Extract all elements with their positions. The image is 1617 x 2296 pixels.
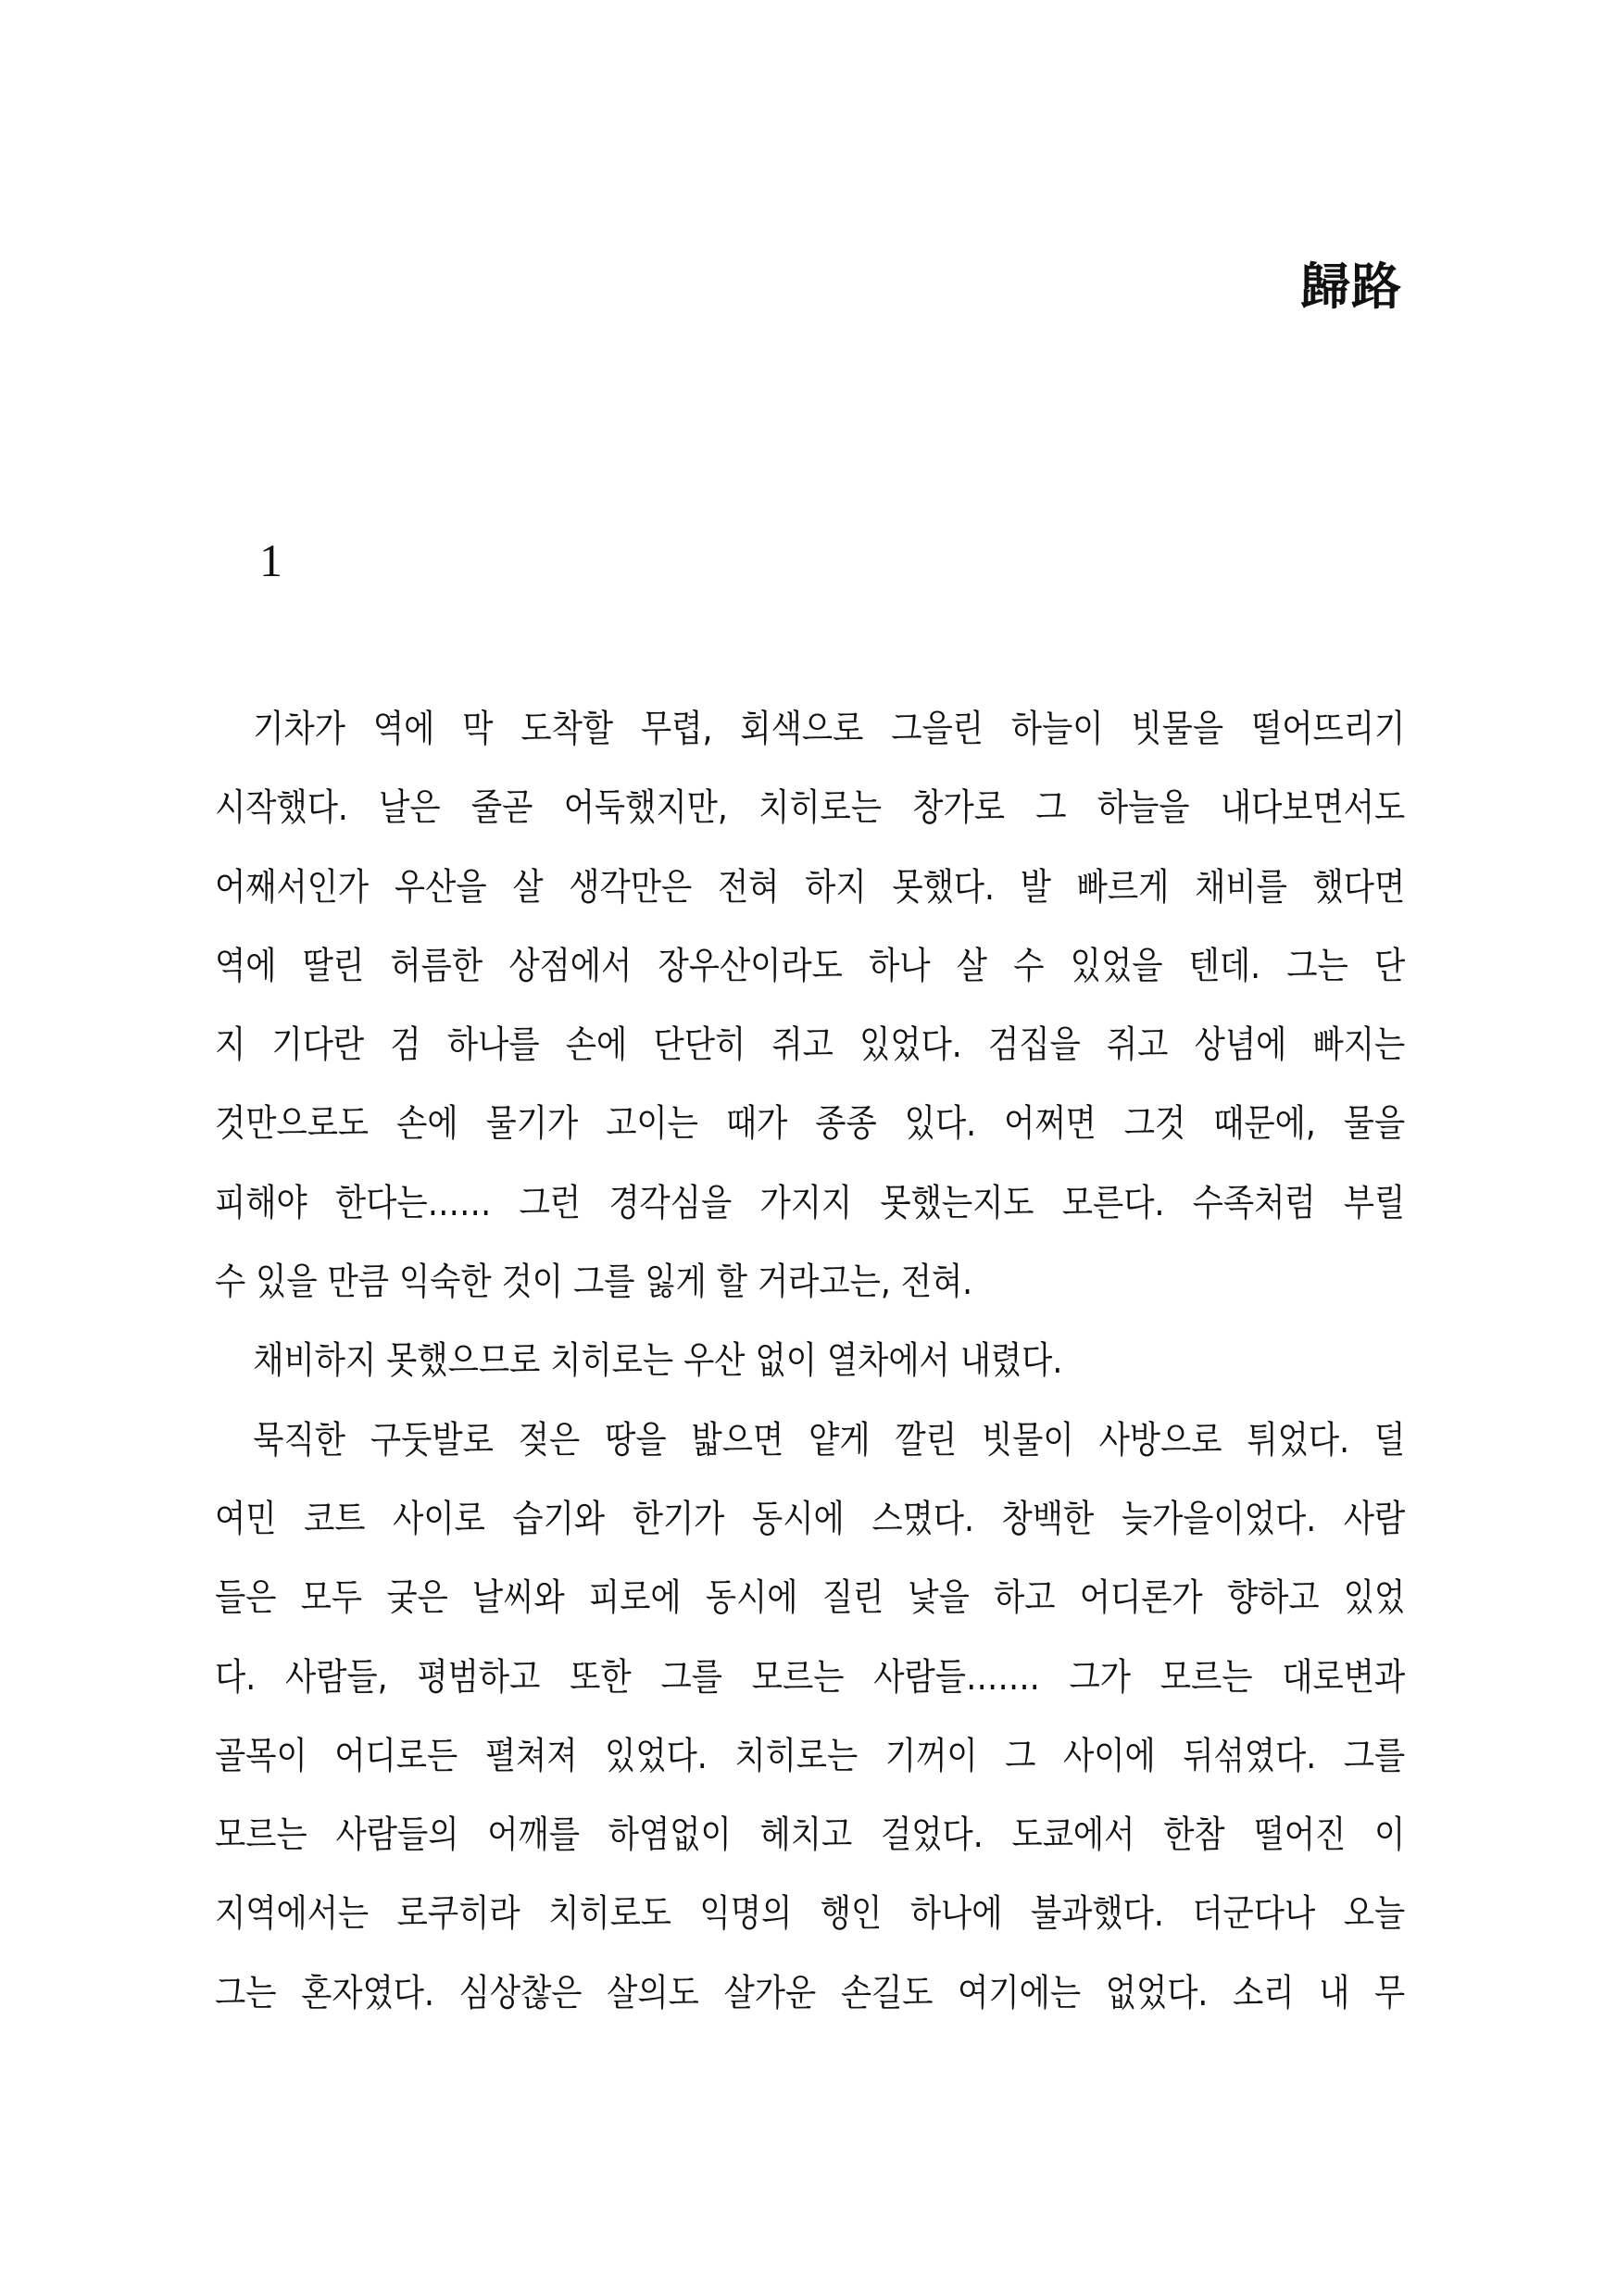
text-line: 역에 딸린 허름한 상점에서 장우산이라도 하나 살 수 있었을 텐데. 그는 단	[215, 944, 1406, 987]
chapter-title: 歸路	[1300, 257, 1402, 316]
text-line: 어째서인가 우산을 살 생각만은 전혀 하지 못했다. 발 빠르게 채비를 했다면	[215, 865, 1406, 909]
text-line: 기차가 역에 막 도착할 무렵, 회색으로 그을린 하늘이 빗물을 떨어뜨리기	[253, 708, 1406, 750]
text-line: 들은 모두 궂은 날씨와 피로에 동시에 질린 낯을 하고 어디론가 향하고 있었	[215, 1576, 1406, 1620]
section-number: 1	[259, 534, 282, 586]
text-line: 그는 혼자였다. 심상찮은 살의도 살가운 손길도 여기에는 없었다. 소리 내 무	[215, 1971, 1406, 2014]
text-line: 여민 코트 사이로 습기와 한기가 동시에 스몄다. 창백한 늦가을이었다. 사람	[215, 1497, 1406, 1540]
text-line: 다. 사람들, 평범하고 또한 그를 모르는 사람들……. 그가 모르는 대로변과	[215, 1655, 1406, 1699]
text-line: 채비하지 못했으므로 치히로는 우산 없이 열차에서 내렸다.	[253, 1339, 1063, 1383]
text-line: 모르는 사람들의 어깨를 하염없이 헤치고 걸었다. 도쿄에서 한참 떨어진 이	[215, 1813, 1406, 1857]
text-line: 수 있을 만큼 익숙한 것이 그를 잃게 할 거라고는, 전혀.	[215, 1261, 973, 1304]
text-line: 지역에서는 로쿠히라 치히로도 익명의 행인 하나에 불과했다. 더군다나 오늘	[215, 1892, 1406, 1936]
text-line: 시작했다. 날은 줄곧 어둑했지만, 치히로는 창가로 그 하늘을 내다보면서도	[215, 786, 1406, 830]
text-line: 묵직한 구둣발로 젖은 땅을 밟으면 얕게 깔린 빗물이 사방으로 튀었다. 덜	[253, 1418, 1406, 1462]
text-line: 피해야 한다는…… 그런 경각심을 가지지 못했는지도 모른다. 수족처럼 부릴	[215, 1181, 1406, 1224]
body-text	[215, 690, 1405, 2033]
text-line: 것만으로도 손에 물기가 고이는 때가 종종 있다. 어쩌면 그것 때문에, 물을	[215, 1102, 1406, 1146]
text-line: 지 기다란 검 하나를 손에 단단히 쥐고 있었다. 검집을 쥐고 상념에 빠지는	[215, 1023, 1406, 1067]
text-line: 골목이 어디로든 펼쳐져 있었다. 치히로는 기꺼이 그 사이에 뒤섞였다. 그를	[215, 1734, 1406, 1777]
